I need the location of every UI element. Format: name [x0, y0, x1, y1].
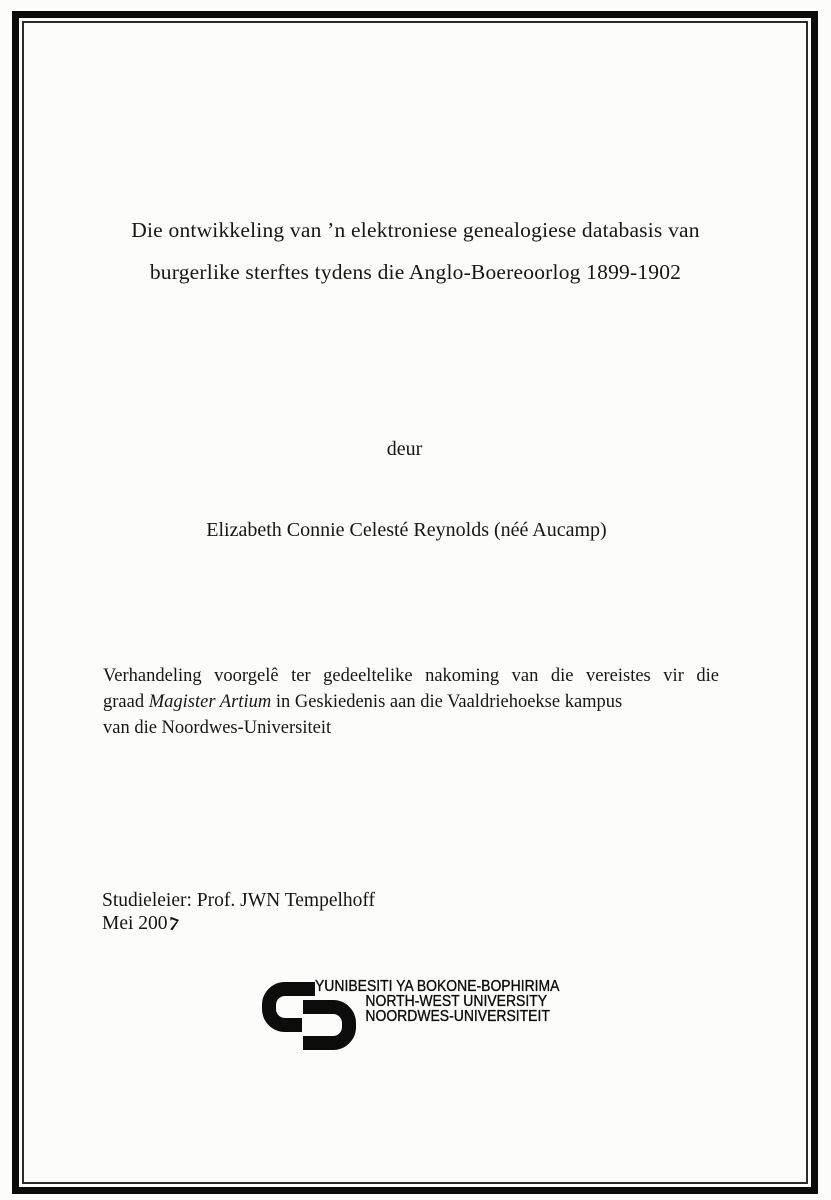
- logo-line-setswana: YUNIBESITI YA BOKONE-BOPHIRIMA: [315, 978, 560, 995]
- thesis-title-line2: burgerlike sterftes tydens die Anglo-Boereoorlog 1899-1902: [149, 260, 682, 284]
- degree-declaration: [103, 663, 719, 741]
- date-prefix: Mei 200: [102, 912, 168, 934]
- supervisor-block: [102, 890, 375, 935]
- logo-line-english: NORTH-WEST UNIVERSITY: [365, 993, 548, 1010]
- author-name: Elizabeth Connie Celesté Reynolds (néé Aucamp): [206, 519, 607, 541]
- date-line: [102, 913, 375, 936]
- declaration-line1: Verhandeling voorgelê ter gedeeltelike nakoming van die vereistes vir die: [103, 666, 719, 686]
- thesis-title-line1: Die ontwikkeling van ’n elektroniese genealogiese databasis van: [131, 218, 700, 242]
- degree-name-italic: Magister Artium: [148, 692, 272, 712]
- declaration-line2-pre: graad: [103, 692, 149, 712]
- declaration-line2-post: in Geskiedenis aan die Vaaldriehoekse kampus: [271, 692, 623, 712]
- university-logo-text: [315, 979, 559, 1024]
- declaration-line3: van die Noordwes-Universiteit: [103, 718, 332, 738]
- declaration-line2: [103, 689, 719, 715]
- byline-label: deur: [386, 438, 423, 460]
- thesis-title: [40, 209, 791, 293]
- logo-line-afrikaans: NOORDWES-UNIVERSITEIT: [365, 1008, 550, 1025]
- supervisor-line: Studieleier: Prof. JWN Tempelhoff: [102, 890, 376, 911]
- date-last-digit: 7: [167, 912, 180, 937]
